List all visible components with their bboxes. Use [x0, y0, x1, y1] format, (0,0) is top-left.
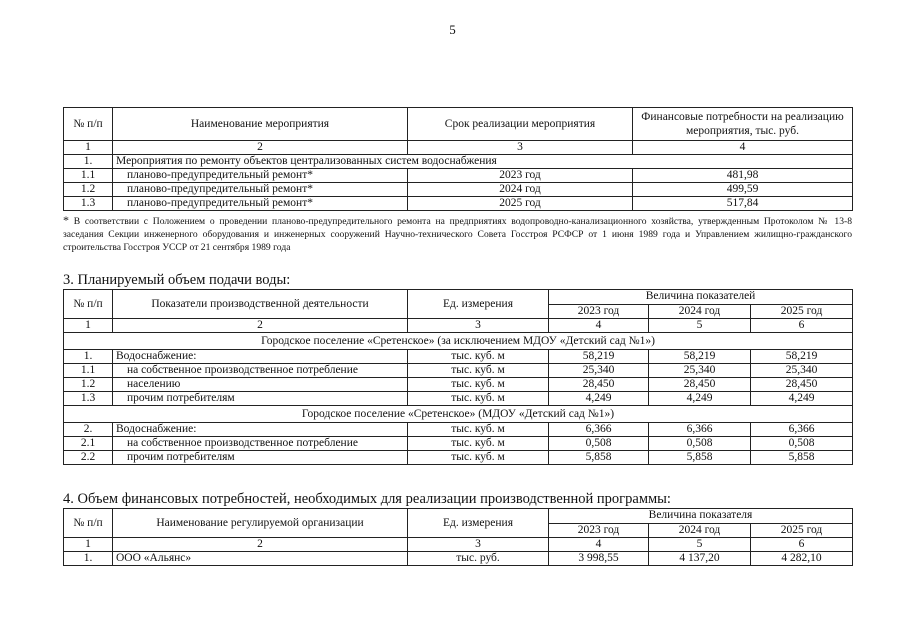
row-unit: тыс. куб. м [408, 378, 549, 392]
row-value: 28,450 [549, 378, 649, 392]
col-header-activity: Наименование мероприятия [113, 108, 408, 141]
row-name: прочим потребителям [113, 392, 408, 406]
group-title: Городское поселение «Сретенское» (за исключением МДОУ «Детский сад №1») [64, 333, 853, 350]
table-row [64, 364, 853, 378]
row-name: Водоснабжение: [113, 423, 408, 437]
row-value: 58,219 [649, 350, 751, 364]
row-num: 1. [64, 552, 113, 566]
col-header-values: Величина показателя [549, 509, 853, 524]
col-number: 1 [64, 319, 113, 333]
row-term: 2025 год [408, 197, 633, 211]
row-name: Водоснабжение: [113, 350, 408, 364]
row-value: 3 998,55 [549, 552, 649, 566]
row-value: 5,858 [751, 451, 853, 465]
col-header-unit: Ед. измерения [408, 290, 549, 319]
row-value: 25,340 [549, 364, 649, 378]
row-num: 2.2 [64, 451, 113, 465]
row-value: 25,340 [649, 364, 751, 378]
row-value: 4,249 [649, 392, 751, 406]
row-value: 25,340 [751, 364, 853, 378]
row-term: 2024 год [408, 183, 633, 197]
row-unit: тыс. куб. м [408, 364, 549, 378]
row-value: 58,219 [751, 350, 853, 364]
col-number: 2 [113, 141, 408, 155]
col-header-values: Величина показателей [549, 290, 853, 305]
section-4-title: 4. Объем финансовых потребностей, необходимых для реализации производственной программы: [63, 491, 671, 507]
row-name: прочим потребителям [113, 451, 408, 465]
row-value: 6,366 [751, 423, 853, 437]
col-number: 3 [408, 538, 549, 552]
col-number: 6 [751, 538, 853, 552]
row-value: 58,219 [549, 350, 649, 364]
col-number: 4 [549, 319, 649, 333]
row-value: 28,450 [649, 378, 751, 392]
row-value: 6,366 [649, 423, 751, 437]
table-row [64, 197, 853, 211]
row-num: 2.1 [64, 437, 113, 451]
row-name: на собственное производственное потребление [113, 364, 408, 378]
row-unit: тыс. руб. [408, 552, 549, 566]
col-header-num: № п/п [64, 108, 113, 141]
row-name: населению [113, 378, 408, 392]
col-number: 3 [408, 319, 549, 333]
col-header-finance: Финансовые потребности на реализацию мероприятия, тыс. руб. [633, 108, 853, 141]
table-row [64, 378, 853, 392]
col-number: 2 [113, 319, 408, 333]
table-row [64, 451, 853, 465]
row-value: 4 282,10 [751, 552, 853, 566]
row-value: 0,508 [649, 437, 751, 451]
year-header: 2023 год [549, 523, 649, 538]
col-header-unit: Ед. измерения [408, 509, 549, 538]
row-value: 0,508 [751, 437, 853, 451]
row-num: 2. [64, 423, 113, 437]
footnote-text: В соответствии с Положением о проведении планово-предупредительного ремонта на предприятиях водопроводно-канализационного хозяйства, утвержденным Протоколом № 13-8 заседания Секции инженерного оборудования и инженерных сооружений Научно-технического Совета Госстроя РСФСР от 1 июня 1989 года и Управлением жилищно-гражданского строительства Госстроя УССР от 21 сентября 1989 года [63, 216, 852, 253]
row-unit: тыс. куб. м [408, 392, 549, 406]
row-num: 1.3 [64, 392, 113, 406]
col-number: 5 [649, 319, 751, 333]
year-header: 2024 год [649, 304, 751, 319]
table-row [64, 437, 853, 451]
col-number: 1 [64, 538, 113, 552]
row-value: 4,249 [751, 392, 853, 406]
row-num: 1. [64, 155, 113, 169]
col-header-term: Срок реализации мероприятия [408, 108, 633, 141]
table-row [64, 155, 853, 169]
row-term: 2023 год [408, 169, 633, 183]
year-header: 2025 год [751, 304, 853, 319]
col-number: 1 [64, 141, 113, 155]
row-num: 1.1 [64, 169, 113, 183]
group-title: Городское поселение «Сретенское» (МДОУ «Детский сад №1») [64, 406, 853, 423]
table-row [64, 423, 853, 437]
year-header: 2024 год [649, 523, 751, 538]
col-number: 6 [751, 319, 853, 333]
year-header: 2025 год [751, 523, 853, 538]
row-num: 1.1 [64, 364, 113, 378]
water-supply-table [63, 289, 853, 465]
col-number: 3 [408, 141, 633, 155]
col-number: 4 [549, 538, 649, 552]
row-num: 1.2 [64, 378, 113, 392]
section-3-title: 3. Планируемый объем подачи воды: [63, 272, 291, 288]
footnote [63, 214, 852, 254]
row-value: 28,450 [751, 378, 853, 392]
col-header-num: № п/п [64, 509, 113, 538]
row-amount: 499,59 [633, 183, 853, 197]
row-amount: 517,84 [633, 197, 853, 211]
footnote-star: * [63, 213, 69, 227]
table-row [64, 552, 853, 566]
row-amount: 481,98 [633, 169, 853, 183]
row-name: планово-предупредительный ремонт* [113, 183, 408, 197]
row-value: 6,366 [549, 423, 649, 437]
row-num: 1.2 [64, 183, 113, 197]
row-value: 4,249 [549, 392, 649, 406]
row-name: на собственное производственное потребление [113, 437, 408, 451]
col-number: 2 [113, 538, 408, 552]
row-num: 1. [64, 350, 113, 364]
row-value: 4 137,20 [649, 552, 751, 566]
col-number: 5 [649, 538, 751, 552]
row-unit: тыс. куб. м [408, 350, 549, 364]
row-unit: тыс. куб. м [408, 437, 549, 451]
col-header-indicator: Показатели производственной деятельности [113, 290, 408, 319]
group-title: Мероприятия по ремонту объектов централизованных систем водоснабжения [113, 155, 853, 169]
row-value: 0,508 [549, 437, 649, 451]
table-row [64, 392, 853, 406]
row-name: планово-предупредительный ремонт* [113, 197, 408, 211]
year-header: 2023 год [549, 304, 649, 319]
row-value: 5,858 [549, 451, 649, 465]
table-row [64, 350, 853, 364]
table-row [64, 183, 853, 197]
row-name: планово-предупредительный ремонт* [113, 169, 408, 183]
table-row [64, 169, 853, 183]
page-number: 5 [449, 22, 456, 37]
row-num: 1.3 [64, 197, 113, 211]
row-value: 5,858 [649, 451, 751, 465]
col-header-num: № п/п [64, 290, 113, 319]
row-name: ООО «Альянс» [113, 552, 408, 566]
activities-table [63, 107, 853, 211]
row-unit: тыс. куб. м [408, 451, 549, 465]
col-number: 4 [633, 141, 853, 155]
col-header-org: Наименование регулируемой организации [113, 509, 408, 538]
row-unit: тыс. куб. м [408, 423, 549, 437]
financial-needs-table [63, 508, 853, 566]
